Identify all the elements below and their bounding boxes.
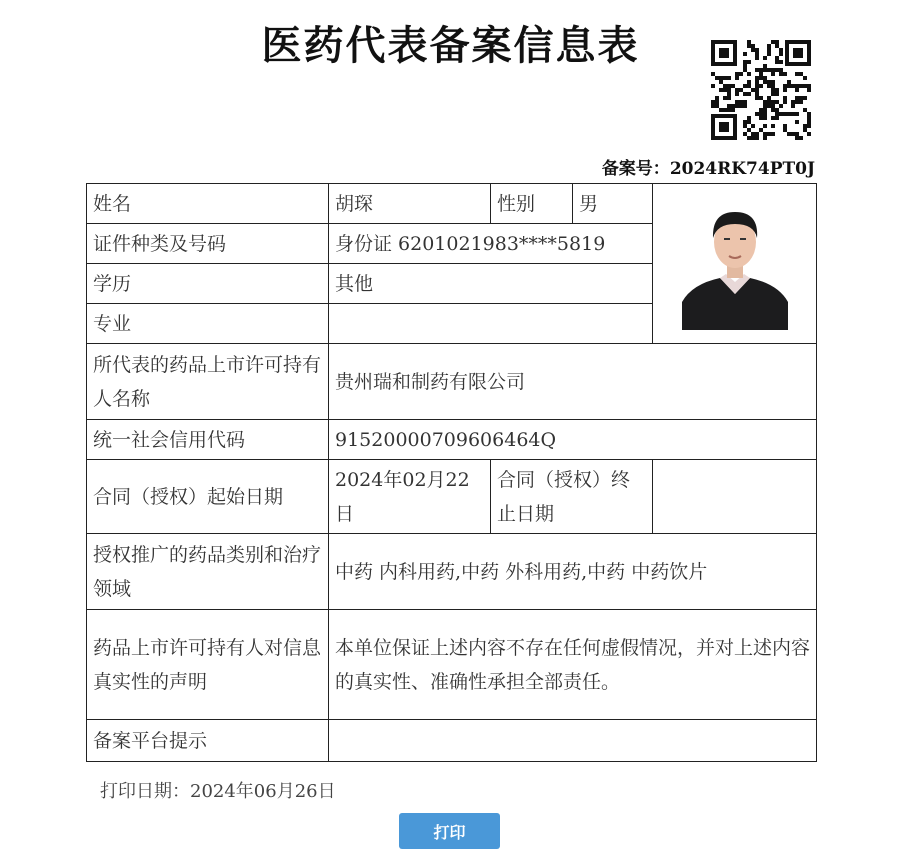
start-date-value: 2024年02月22日 [329, 460, 491, 534]
info-table [86, 183, 817, 762]
declaration-label: 药品上市许可持有人对信息真实性的声明 [87, 610, 329, 720]
page-title: 医药代表备案信息表 [261, 23, 640, 69]
print-button[interactable]: 打印 [399, 813, 500, 849]
record-number-label: 备案号： [601, 159, 670, 179]
category-label: 授权推广的药品类别和治疗领域 [87, 534, 329, 610]
name-label: 姓名 [87, 184, 329, 224]
holder-label: 所代表的药品上市许可持有人名称 [87, 344, 329, 420]
record-number-value: 2024RK74PT0J [669, 159, 815, 179]
education-value: 其他 [329, 264, 653, 304]
category-value: 中药 内科用药,中药 外科用药,中药 中药饮片 [329, 534, 817, 610]
end-date-value [653, 460, 817, 534]
id-value: 身份证 6201021983****5819 [329, 224, 653, 264]
gender-value: 男 [573, 184, 653, 224]
platform-tip-value [329, 720, 817, 762]
education-label: 学历 [87, 264, 329, 304]
photo-cell [653, 184, 817, 344]
print-date-value: 2024年06月26日 [190, 781, 336, 802]
credit-code-label: 统一社会信用代码 [87, 420, 329, 460]
print-date-label: 打印日期： [100, 781, 190, 802]
name-value: 胡琛 [329, 184, 491, 224]
major-label: 专业 [87, 304, 329, 344]
declaration-value: 本单位保证上述内容不存在任何虚假情况，并对上述内容的真实性、准确性承担全部责任。 [329, 610, 817, 720]
person-photo [682, 198, 788, 330]
credit-code-value: 91520000709606464Q [329, 420, 817, 460]
end-date-label: 合同（授权）终止日期 [491, 460, 653, 534]
qr-code-icon [709, 38, 813, 142]
id-label: 证件种类及号码 [87, 224, 329, 264]
start-date-label: 合同（授权）起始日期 [87, 460, 329, 534]
record-number [602, 154, 815, 179]
print-date [100, 777, 336, 803]
gender-label: 性别 [491, 184, 573, 224]
major-value [329, 304, 653, 344]
holder-value: 贵州瑞和制药有限公司 [329, 344, 817, 420]
platform-tip-label: 备案平台提示 [87, 720, 329, 762]
